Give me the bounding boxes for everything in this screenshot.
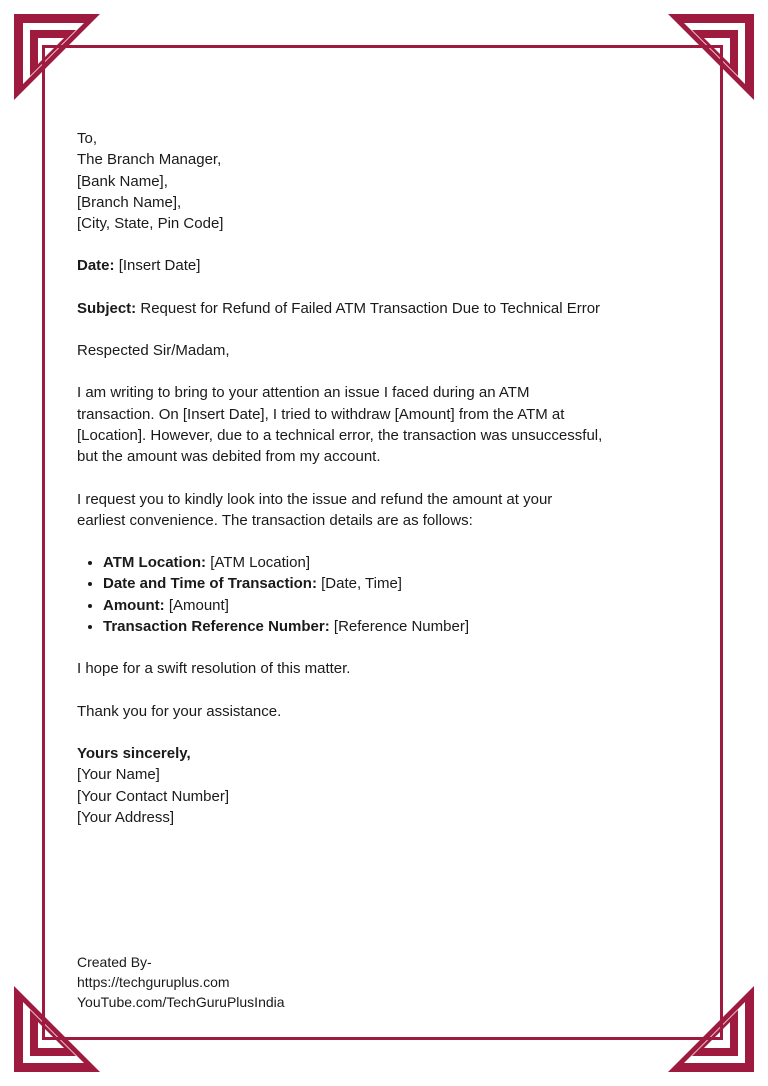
sender-name: [Your Name]	[77, 766, 160, 784]
transaction-details-list	[77, 552, 697, 637]
detail-value: [Date, Time]	[321, 575, 402, 593]
recipient-address	[77, 128, 697, 234]
signature-block	[77, 743, 697, 828]
paragraph-request	[77, 489, 697, 532]
date-value: [Insert Date]	[118, 257, 201, 275]
detail-label: Date and Time of Transaction:	[103, 575, 317, 593]
address-line: [City, State, Pin Code]	[77, 215, 224, 233]
paragraph-thanks: Thank you for your assistance.	[77, 702, 282, 720]
paragraph-line: I am writing to bring to your attention an issue I faced during an ATM	[77, 384, 530, 402]
salutation: Respected Sir/Madam,	[77, 342, 230, 360]
list-item	[103, 595, 697, 616]
sender-address: [Your Address]	[77, 808, 175, 826]
sender-contact: [Your Contact Number]	[77, 787, 230, 805]
footer-youtube: YouTube.com/TechGuruPlusIndia	[77, 994, 285, 1010]
detail-label: Transaction Reference Number:	[103, 618, 330, 636]
subject-label: Subject:	[77, 299, 137, 317]
closing-label: Yours sincerely,	[77, 744, 191, 762]
paragraph-line: [Location]. However, due to a technical error, the transaction was unsuccessful,	[77, 426, 603, 444]
credits-footer	[77, 952, 285, 1012]
list-item	[103, 616, 697, 637]
paragraph-issue	[77, 382, 697, 467]
subject-line	[77, 298, 697, 319]
paragraph-line: I request you to kindly look into the issue and refund the amount at your	[77, 490, 553, 508]
address-line: The Branch Manager,	[77, 151, 222, 169]
date-line	[77, 255, 697, 276]
date-label: Date:	[77, 257, 115, 275]
paragraph-line: but the amount was debited from my account.	[77, 448, 381, 466]
footer-website: https://techguruplus.com	[77, 974, 230, 990]
detail-label: ATM Location:	[103, 554, 207, 572]
paragraph-line: earliest convenience. The transaction details are as follows:	[77, 511, 473, 529]
address-line: To,	[77, 130, 98, 147]
list-item	[103, 552, 697, 573]
detail-label: Amount:	[103, 596, 165, 614]
list-item	[103, 573, 697, 594]
paragraph-line: transaction. On [Insert Date], I tried to withdraw [Amount] from the ATM at	[77, 405, 565, 423]
paragraph-resolution: I hope for a swift resolution of this matter.	[77, 660, 351, 678]
address-line: [Branch Name],	[77, 193, 182, 211]
address-line: [Bank Name],	[77, 172, 168, 190]
detail-value: [Reference Number]	[333, 618, 469, 636]
detail-value: [ATM Location]	[210, 554, 310, 572]
footer-created-by: Created By-	[77, 954, 152, 970]
subject-value: Request for Refund of Failed ATM Transaction Due to Technical Error	[140, 299, 601, 317]
letter-body	[77, 128, 697, 828]
detail-value: [Amount]	[168, 596, 229, 614]
